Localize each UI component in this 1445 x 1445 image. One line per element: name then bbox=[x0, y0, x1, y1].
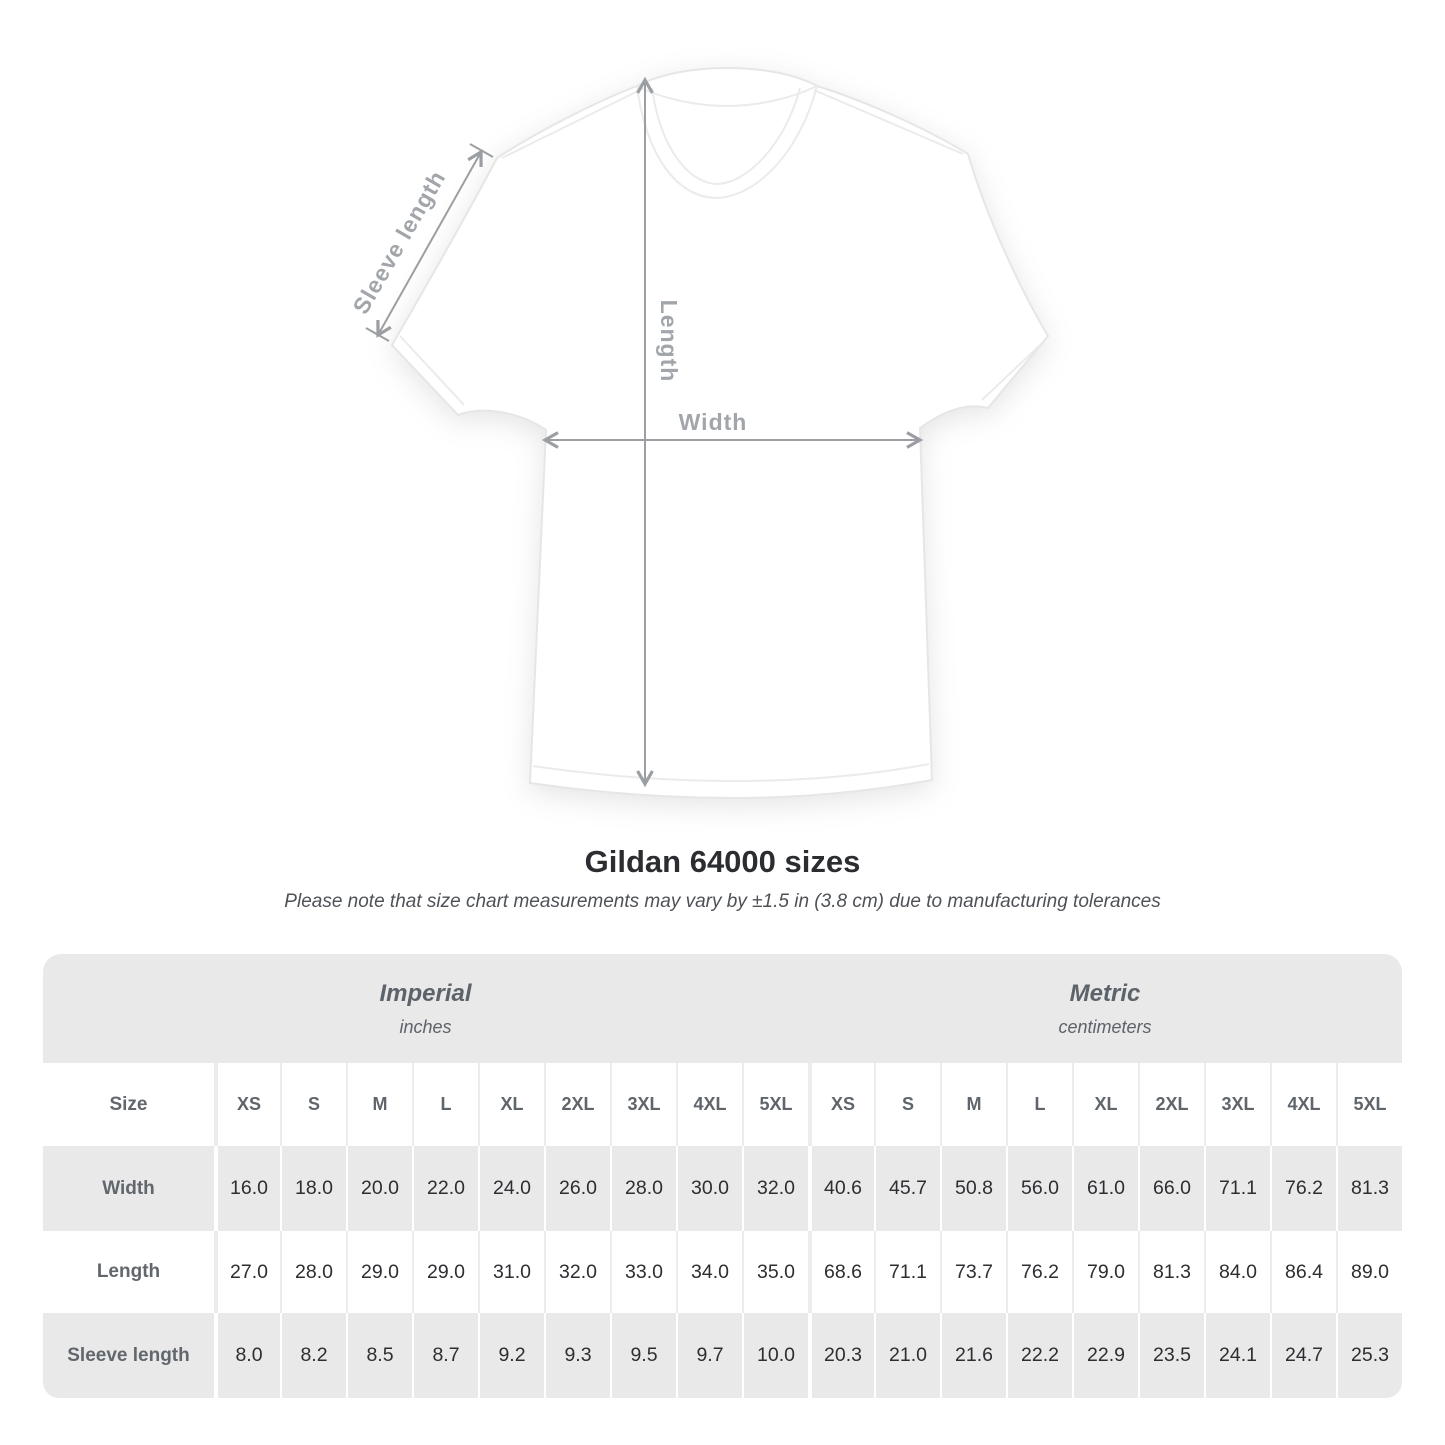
size-header-metric-3xl: 3XL bbox=[1204, 1063, 1270, 1146]
section-unit: inches bbox=[399, 1016, 452, 1037]
width-arrow-label: Width bbox=[678, 409, 748, 435]
value-cell: 86.4 bbox=[1270, 1231, 1336, 1313]
value-cell: 21.0 bbox=[874, 1313, 940, 1398]
size-column-header: Size bbox=[43, 1063, 214, 1146]
tolerance-note: Please note that size chart measurements may vary by ±1.5 in (3.8 cm) due to manufacturing tolerances bbox=[284, 891, 1161, 912]
value-cell: 9.2 bbox=[478, 1313, 544, 1398]
value-cell: 8.2 bbox=[280, 1313, 346, 1398]
value-cell: 9.5 bbox=[610, 1313, 676, 1398]
value-cell: 9.3 bbox=[544, 1313, 610, 1398]
value-cell: 24.1 bbox=[1204, 1313, 1270, 1398]
sleeve-length-arrow-label: Sleeve length bbox=[347, 165, 451, 319]
section-title: Metric bbox=[1069, 979, 1141, 1007]
size-header-imperial-2xl: 2XL bbox=[544, 1063, 610, 1146]
size-header-metric-s: S bbox=[874, 1063, 940, 1146]
size-header-imperial-m: M bbox=[346, 1063, 412, 1146]
value-cell: 32.0 bbox=[742, 1146, 808, 1231]
section-title: Imperial bbox=[379, 979, 472, 1007]
value-cell: 18.0 bbox=[280, 1146, 346, 1231]
value-cell: 28.0 bbox=[610, 1146, 676, 1231]
value-cell: 32.0 bbox=[544, 1231, 610, 1313]
value-cell: 33.0 bbox=[610, 1231, 676, 1313]
value-cell: 29.0 bbox=[346, 1231, 412, 1313]
value-cell: 24.0 bbox=[478, 1146, 544, 1231]
section-unit: centimeters bbox=[1058, 1016, 1152, 1037]
value-cell: 20.0 bbox=[346, 1146, 412, 1231]
value-cell: 16.0 bbox=[214, 1146, 280, 1231]
size-header-metric-5xl: 5XL bbox=[1336, 1063, 1402, 1146]
imperial-section-header bbox=[43, 954, 808, 1063]
size-header-imperial-s: S bbox=[280, 1063, 346, 1146]
size-header-metric-2xl: 2XL bbox=[1138, 1063, 1204, 1146]
value-cell: 8.7 bbox=[412, 1313, 478, 1398]
value-cell: 71.1 bbox=[1204, 1146, 1270, 1231]
value-cell: 28.0 bbox=[280, 1231, 346, 1313]
value-cell: 8.0 bbox=[214, 1313, 280, 1398]
page-title: Gildan 64000 sizes bbox=[584, 844, 861, 879]
size-table bbox=[43, 954, 1402, 1398]
value-cell: 26.0 bbox=[544, 1146, 610, 1231]
value-cell: 31.0 bbox=[478, 1231, 544, 1313]
value-cell: 22.2 bbox=[1006, 1313, 1072, 1398]
value-cell: 22.0 bbox=[412, 1146, 478, 1231]
size-header-metric-4xl: 4XL bbox=[1270, 1063, 1336, 1146]
size-header-metric-l: L bbox=[1006, 1063, 1072, 1146]
title-block bbox=[0, 844, 1445, 913]
size-header-imperial-xs: XS bbox=[214, 1063, 280, 1146]
value-cell: 22.9 bbox=[1072, 1313, 1138, 1398]
value-cell: 29.0 bbox=[412, 1231, 478, 1313]
value-cell: 68.6 bbox=[808, 1231, 874, 1313]
length-arrow-label: Length bbox=[656, 299, 682, 383]
value-cell: 27.0 bbox=[214, 1231, 280, 1313]
value-cell: 61.0 bbox=[1072, 1146, 1138, 1231]
value-cell: 9.7 bbox=[676, 1313, 742, 1398]
metric-section-header bbox=[808, 954, 1402, 1063]
value-cell: 73.7 bbox=[940, 1231, 1006, 1313]
size-header-imperial-5xl: 5XL bbox=[742, 1063, 808, 1146]
size-header-metric-xl: XL bbox=[1072, 1063, 1138, 1146]
value-cell: 66.0 bbox=[1138, 1146, 1204, 1231]
value-cell: 45.7 bbox=[874, 1146, 940, 1231]
size-header-imperial-xl: XL bbox=[478, 1063, 544, 1146]
value-cell: 8.5 bbox=[346, 1313, 412, 1398]
value-cell: 76.2 bbox=[1006, 1231, 1072, 1313]
size-header-metric-xs: XS bbox=[808, 1063, 874, 1146]
row-label: Width bbox=[43, 1146, 214, 1231]
size-header-imperial-3xl: 3XL bbox=[610, 1063, 676, 1146]
value-cell: 35.0 bbox=[742, 1231, 808, 1313]
value-cell: 20.3 bbox=[808, 1313, 874, 1398]
row-label: Sleeve length bbox=[43, 1313, 214, 1398]
size-header-metric-m: M bbox=[940, 1063, 1006, 1146]
value-cell: 25.3 bbox=[1336, 1313, 1402, 1398]
row-label: Length bbox=[43, 1231, 214, 1313]
value-cell: 10.0 bbox=[742, 1313, 808, 1398]
value-cell: 40.6 bbox=[808, 1146, 874, 1231]
value-cell: 76.2 bbox=[1270, 1146, 1336, 1231]
sleeve-arrow-endcap-top bbox=[470, 144, 493, 157]
value-cell: 89.0 bbox=[1336, 1231, 1402, 1313]
value-cell: 79.0 bbox=[1072, 1231, 1138, 1313]
value-cell: 50.8 bbox=[940, 1146, 1006, 1231]
value-cell: 21.6 bbox=[940, 1313, 1006, 1398]
value-cell: 81.3 bbox=[1336, 1146, 1402, 1231]
sleeve-arrow-endcap-bottom bbox=[366, 328, 389, 341]
value-cell: 71.1 bbox=[874, 1231, 940, 1313]
size-header-imperial-4xl: 4XL bbox=[676, 1063, 742, 1146]
value-cell: 56.0 bbox=[1006, 1146, 1072, 1231]
value-cell: 24.7 bbox=[1270, 1313, 1336, 1398]
value-cell: 84.0 bbox=[1204, 1231, 1270, 1313]
value-cell: 23.5 bbox=[1138, 1313, 1204, 1398]
value-cell: 30.0 bbox=[676, 1146, 742, 1231]
value-cell: 81.3 bbox=[1138, 1231, 1204, 1313]
size-header-imperial-l: L bbox=[412, 1063, 478, 1146]
value-cell: 34.0 bbox=[676, 1231, 742, 1313]
